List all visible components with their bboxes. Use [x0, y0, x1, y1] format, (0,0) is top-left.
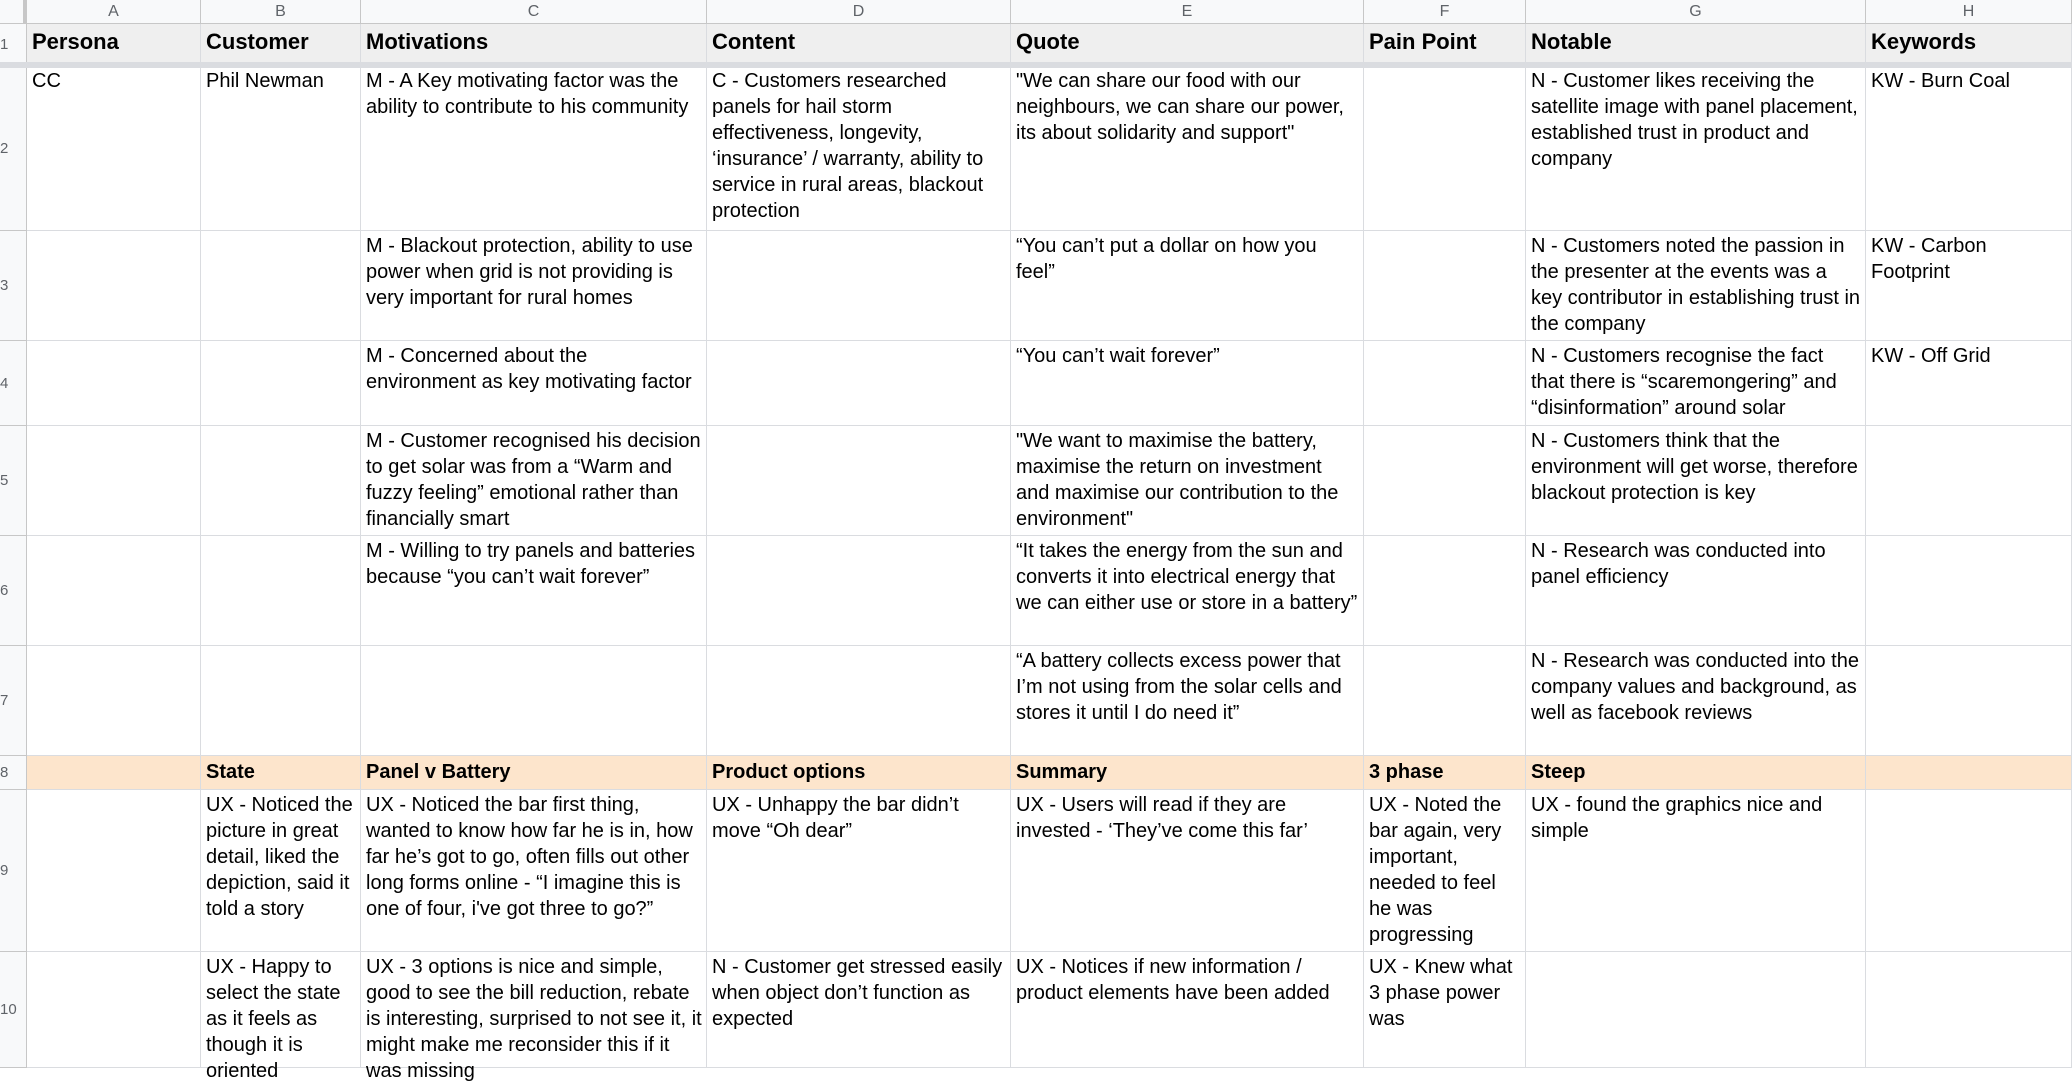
cell-a1[interactable]: Persona — [27, 24, 201, 66]
cell-e10[interactable]: UX - Notices if new information / product elements have been added — [1011, 952, 1364, 1068]
cell-e8[interactable]: Summary — [1011, 756, 1364, 790]
cell-b9[interactable]: UX - Noticed the picture in great detail, liked the depiction, said it told a story — [201, 790, 361, 952]
cell-h7[interactable] — [1866, 646, 2072, 756]
cell-d10[interactable]: N - Customer get stressed easily when object don’t function as expected — [707, 952, 1011, 1068]
cell-g6[interactable]: N - Research was conducted into panel efficiency — [1526, 536, 1866, 646]
cell-a4[interactable] — [27, 341, 201, 426]
cell-h5[interactable] — [1866, 426, 2072, 536]
cell-f10[interactable]: UX - Knew what 3 phase power was — [1364, 952, 1526, 1068]
cell-e9[interactable]: UX - Users will read if they are invested - ‘They’ve come this far’ — [1011, 790, 1364, 952]
cell-d9[interactable]: UX - Unhappy the bar didn’t move “Oh dear” — [707, 790, 1011, 952]
cell-h1[interactable]: Keywords — [1866, 24, 2072, 66]
cell-a6[interactable] — [27, 536, 201, 646]
row-header-6[interactable]: 6 — [0, 536, 27, 646]
cell-c6[interactable]: M - Willing to try panels and batteries because “you can’t wait forever” — [361, 536, 707, 646]
row-header-4[interactable]: 4 — [0, 341, 27, 426]
cell-f1[interactable]: Pain Point — [1364, 24, 1526, 66]
cell-f7[interactable] — [1364, 646, 1526, 756]
cell-e3[interactable]: “You can’t put a dollar on how you feel” — [1011, 231, 1364, 341]
cell-d7[interactable] — [707, 646, 1011, 756]
cell-f5[interactable] — [1364, 426, 1526, 536]
cell-a9[interactable] — [27, 790, 201, 952]
row-header-3[interactable]: 3 — [0, 231, 27, 341]
cell-d3[interactable] — [707, 231, 1011, 341]
cell-e1[interactable]: Quote — [1011, 24, 1364, 66]
cell-d4[interactable] — [707, 341, 1011, 426]
cell-b8[interactable]: State — [201, 756, 361, 790]
cell-b4[interactable] — [201, 341, 361, 426]
cell-c10[interactable]: UX - 3 options is nice and simple, good to see the bill reduction, rebate is interesting, surprised to not see it, it might make me reconsider this if it was missing — [361, 952, 707, 1068]
cell-c8[interactable]: Panel v Battery — [361, 756, 707, 790]
cell-d2[interactable]: C - Customers researched panels for hail storm effectiveness, longevity, ‘insurance’ / warranty, ability to service in rural areas, blackout protection — [707, 66, 1011, 231]
cell-f9[interactable]: UX - Noted the bar again, very important, needed to feel he was progressing — [1364, 790, 1526, 952]
column-header-a[interactable]: A — [27, 0, 201, 24]
cell-d6[interactable] — [707, 536, 1011, 646]
row-header-1[interactable]: 1 — [0, 24, 27, 66]
cell-b3[interactable] — [201, 231, 361, 341]
cell-e7[interactable]: “A battery collects excess power that I’m not using from the solar cells and stores it until I do need it” — [1011, 646, 1364, 756]
cell-h10[interactable] — [1866, 952, 2072, 1068]
row-header-8[interactable]: 8 — [0, 756, 27, 790]
cell-f2[interactable] — [1364, 66, 1526, 231]
column-header-e[interactable]: E — [1011, 0, 1364, 24]
cell-c3[interactable]: M - Blackout protection, ability to use power when grid is not providing is very important for rural homes — [361, 231, 707, 341]
cell-e4[interactable]: “You can’t wait forever” — [1011, 341, 1364, 426]
row-header-9[interactable]: 9 — [0, 790, 27, 952]
cell-e5[interactable]: "We want to maximise the battery, maximise the return on investment and maximise our contribution to the environment" — [1011, 426, 1364, 536]
cell-e6[interactable]: “It takes the energy from the sun and converts it into electrical energy that we can either use or store in a battery” — [1011, 536, 1364, 646]
cell-c9[interactable]: UX - Noticed the bar first thing, wanted to know how far he is in, how far he’s got to go, often fills out other long forms online - “I imagine this is one of four, i've got three to go?” — [361, 790, 707, 952]
cell-a2[interactable]: CC — [27, 66, 201, 231]
column-header-d[interactable]: D — [707, 0, 1011, 24]
cell-a10[interactable] — [27, 952, 201, 1068]
cell-h9[interactable] — [1866, 790, 2072, 952]
cell-h2[interactable]: KW - Burn Coal — [1866, 66, 2072, 231]
cell-c5[interactable]: M - Customer recognised his decision to get solar was from a “Warm and fuzzy feeling” emotional rather than financially smart — [361, 426, 707, 536]
cell-g8[interactable]: Steep — [1526, 756, 1866, 790]
cell-h6[interactable] — [1866, 536, 2072, 646]
cell-g2[interactable]: N - Customer likes receiving the satellite image with panel placement, established trust in product and company — [1526, 66, 1866, 231]
cell-g10[interactable] — [1526, 952, 1866, 1068]
row-header-2[interactable]: 2 — [0, 66, 27, 231]
select-all-corner[interactable] — [0, 0, 27, 24]
cell-f8[interactable]: 3 phase — [1364, 756, 1526, 790]
cell-a3[interactable] — [27, 231, 201, 341]
cell-b1[interactable]: Customer — [201, 24, 361, 66]
column-header-b[interactable]: B — [201, 0, 361, 24]
cell-a8[interactable] — [27, 756, 201, 790]
cell-g5[interactable]: N - Customers think that the environment will get worse, therefore blackout protection is key — [1526, 426, 1866, 536]
cell-c4[interactable]: M - Concerned about the environment as key motivating factor — [361, 341, 707, 426]
column-header-f[interactable]: F — [1364, 0, 1526, 24]
cell-f6[interactable] — [1364, 536, 1526, 646]
row-header-5[interactable]: 5 — [0, 426, 27, 536]
cell-b6[interactable] — [201, 536, 361, 646]
cell-d8[interactable]: Product options — [707, 756, 1011, 790]
frozen-row-divider[interactable] — [0, 62, 2072, 68]
cell-g1[interactable]: Notable — [1526, 24, 1866, 66]
cell-a7[interactable] — [27, 646, 201, 756]
cell-f3[interactable] — [1364, 231, 1526, 341]
cell-g9[interactable]: UX - found the graphics nice and simple — [1526, 790, 1866, 952]
cell-c1[interactable]: Motivations — [361, 24, 707, 66]
cell-d1[interactable]: Content — [707, 24, 1011, 66]
cell-h8[interactable] — [1866, 756, 2072, 790]
cell-g7[interactable]: N - Research was conducted into the company values and background, as well as facebook reviews — [1526, 646, 1866, 756]
cell-d5[interactable] — [707, 426, 1011, 536]
column-header-g[interactable]: G — [1526, 0, 1866, 24]
row-header-7[interactable]: 7 — [0, 646, 27, 756]
cell-f4[interactable] — [1364, 341, 1526, 426]
cell-e2[interactable]: "We can share our food with our neighbours, we can share our power, its about solidarity and support" — [1011, 66, 1364, 231]
cell-c7[interactable] — [361, 646, 707, 756]
column-header-c[interactable]: C — [361, 0, 707, 24]
cell-h4[interactable]: KW - Off Grid — [1866, 341, 2072, 426]
cell-a5[interactable] — [27, 426, 201, 536]
cell-b7[interactable] — [201, 646, 361, 756]
cell-b2[interactable]: Phil Newman — [201, 66, 361, 231]
cell-g4[interactable]: N - Customers recognise the fact that there is “scaremongering” and “disinformation” around solar — [1526, 341, 1866, 426]
cell-h3[interactable]: KW - Carbon Footprint — [1866, 231, 2072, 341]
row-header-10[interactable]: 10 — [0, 952, 27, 1068]
cell-b5[interactable] — [201, 426, 361, 536]
cell-c2[interactable]: M - A Key motivating factor was the ability to contribute to his community — [361, 66, 707, 231]
cell-b10[interactable]: UX - Happy to select the state as it feels as though it is oriented — [201, 952, 361, 1068]
column-header-h[interactable]: H — [1866, 0, 2072, 24]
cell-g3[interactable]: N - Customers noted the passion in the presenter at the events was a key contributor in establishing trust in the company — [1526, 231, 1866, 341]
